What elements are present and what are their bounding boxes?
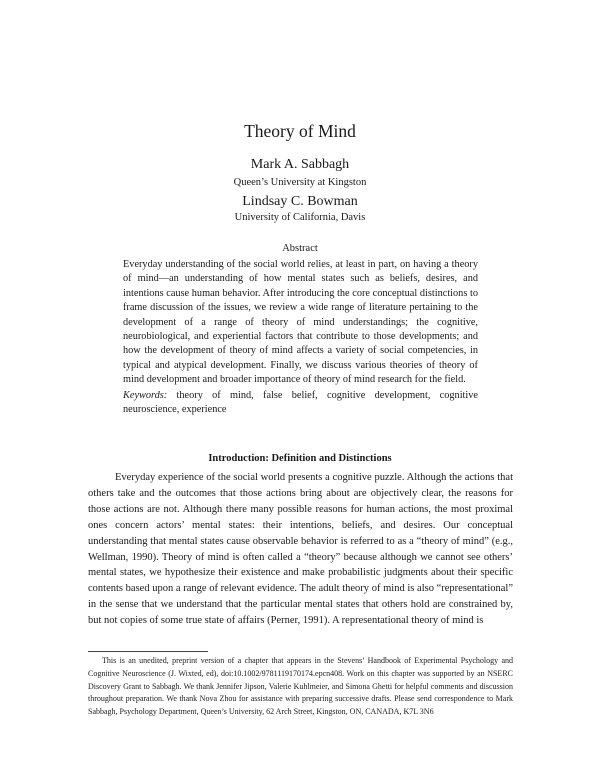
body-paragraph: Everyday experience of the social world presents a cognitive puzzle. Although the actions that others take and the outcomes that those actions bring about are objectively clear, the reasons for those actions are not. Although there many possible reasons for human actions, the most proximal ones concern actors’ mental states: their intentions, beliefs, and desires. Our conceptual understanding that mental states cause observable behavior is referred to as a “theory of mind” (e.g., Wellman, 1990). Theory of mind is often called a “theory” because although we cannot see others’ mental states, we hypothesize their existence and make probabilistic judgments about their specific contents based upon a range of relevant evidence. The adult theory of mind is also “representational” in the sense that we understand that the particular mental states that others hold are constrained by, but not copies of some true state of affairs (Perner, 1991). A representational theory of mind is: [88, 472, 513, 627]
author-name-1: Mark A. Sabbagh: [250, 157, 350, 172]
paper-title: Theory of Mind: [244, 121, 356, 141]
keywords: [123, 389, 478, 418]
author-name-2: Lindsay C. Bowman: [242, 194, 358, 209]
keywords-label: Keywords:: [123, 390, 168, 401]
footnote: This is an unedited, preprint version of a chapter that appears in the Stevens’ Handbook of Experimental Psychology and Cognitive Neuroscience (J. Wixted, ed), doi:10.1002/9781119170174.epcn408. Work on this chapter was supported by an NSERC Discovery Grant to Sabbagh. We thank Jennifer Jipson, Valerie Kuhlmeier, and Simona Ghetti for helpful comments and discussion throughout preparation. We thank Nova Zhou for assistance with preparing successive drafts. Please send correspondence to Mark Sabbagh, Psychology Department, Queen’s University, 62 Arch Street, Kingston, ON, CANADA, K7L 3N6: [88, 656, 513, 717]
abstract-text: Everyday understanding of the social world relies, at least in part, on having a theory of mind—an understanding of how mental states such as beliefs, desires, and intentions cause human behavior. After introducing the core conceptual distinctions to frame discussion of the issues, we review a wide range of literature pertaining to the development of a range of theory of mind understandings; the cognitive, neurobiological, and experiential factors that contribute to those developments; and how the development of theory of mind affects a variety of social competencies, in typical and atypical development. Finally, we discuss various theories of theory of mind development and broader importance of theory of mind research for the field.: [123, 259, 478, 386]
keywords-text: theory of mind, false belief, cognitive development, cognitive neuroscience, experience: [123, 390, 478, 416]
author-affiliation-1: Queen’s University at Kingston: [233, 177, 367, 188]
section-heading: Introduction: Definition and Distinctions: [208, 453, 392, 464]
footnote-divider: [88, 651, 208, 652]
author-affiliation-2: University of California, Davis: [234, 212, 366, 223]
abstract-heading: Abstract: [282, 243, 318, 254]
